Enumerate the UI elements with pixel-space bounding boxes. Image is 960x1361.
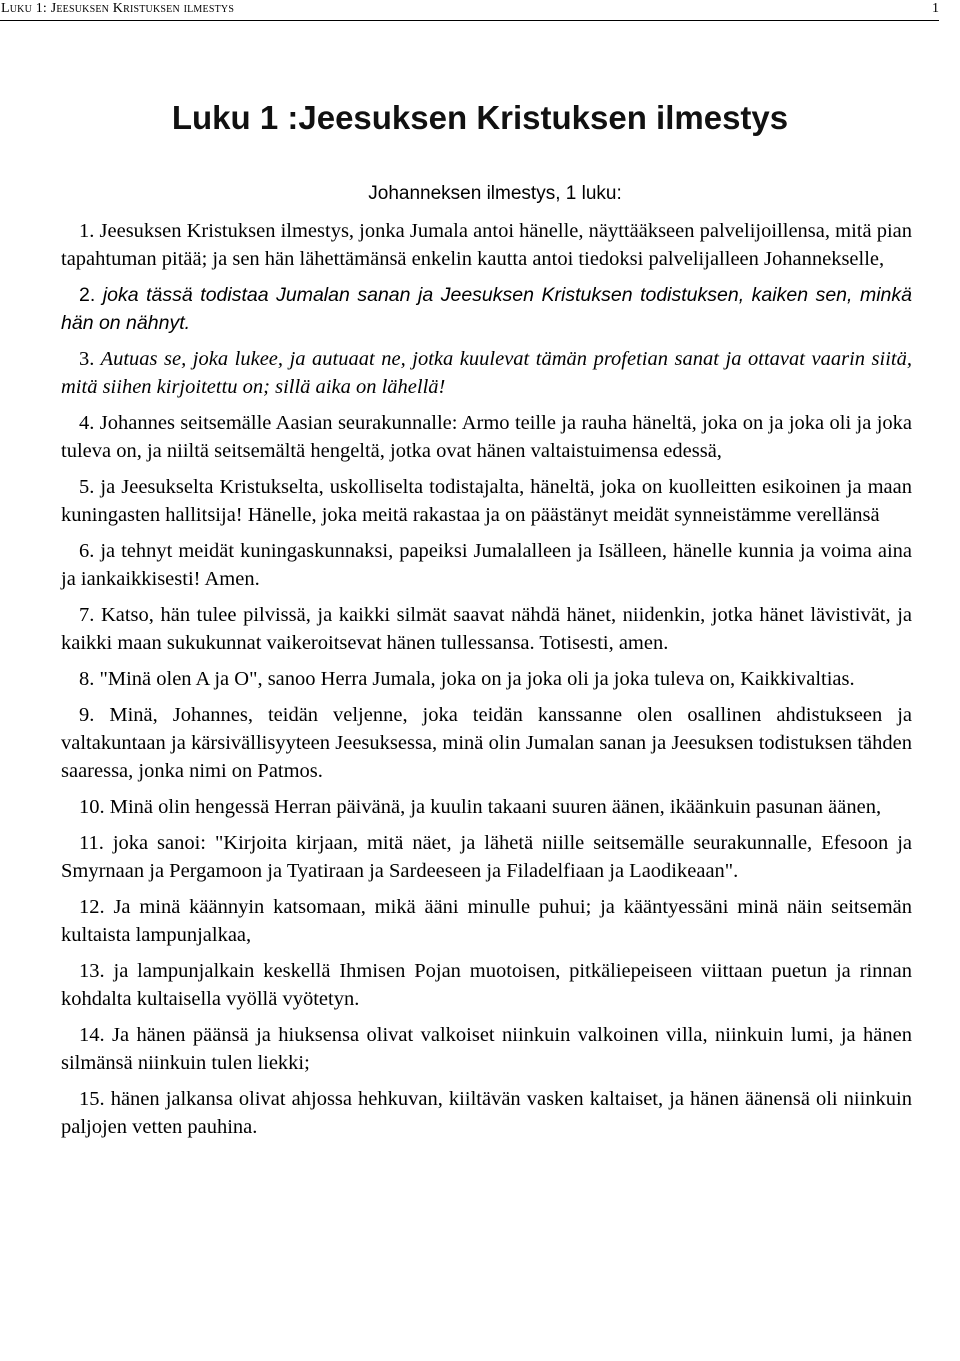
verse-text: ja lampunjalkain keskellä Ihmisen Pojan muotoisen, pitkäliepeiseen viittaan puetun ja rinnan kohdalta kultaisella vyöllä vyötetyn. (61, 960, 913, 1010)
verse-number: 13. (79, 960, 105, 982)
verse-text: ja tehnyt meidät kuningaskunnaksi, papeiksi Jumalalleen ja Isälleen, hänelle kunnia ja voima aina ja iankaikkisesti! Amen. (61, 540, 912, 590)
chapter-subtitle: Johanneksen ilmestys, 1 luku: (368, 183, 622, 204)
verse-12 (61, 893, 912, 949)
verse-text: Minä olin hengessä Herran päivänä, ja kuulin takaani suuren äänen, ikäänkuin pasunan äänen, (109, 796, 882, 818)
verse-14 (61, 1021, 912, 1077)
verse-9 (61, 701, 912, 785)
verse-3 (61, 345, 912, 401)
verse-4 (61, 409, 912, 465)
verse-15 (61, 1085, 912, 1141)
verse-6 (61, 537, 912, 593)
verse-8 (61, 665, 912, 693)
verse-number: 14. (79, 1024, 105, 1046)
verse-number: 9. (79, 704, 95, 726)
verse-number: 5. (79, 476, 95, 498)
verse-text: joka sanoi: "Kirjoita kirjaan, mitä näet, ja lähetä niille seitsemälle seurakunnalle, Efesoon ja Smyrnaan ja Pergamoon ja Tyatiraan ja Sardeeseen ja Filadelfiaan ja Laodikeaan". (61, 832, 913, 882)
chapter-title: Luku 1 :Jeesuksen Kristuksen ilmestys (171, 99, 789, 136)
verse-5 (61, 473, 912, 529)
verse-number: 1. (79, 220, 95, 242)
verse-11 (61, 829, 912, 885)
verse-number: 4. (79, 412, 95, 434)
page-number: 1 (932, 1, 939, 16)
verse-text: Ja hänen päänsä ja hiuksensa olivat valkoiset niinkuin valkoinen villa, niinkuin lumi, ja hänen silmänsä niinkuin tulen liekki; (61, 1024, 913, 1074)
verse-list (61, 217, 912, 1141)
verse-13 (61, 957, 912, 1013)
verse-text: joka tässä todistaa Jumalan sanan ja Jeesuksen Kristuksen todistuksen, kaiken sen, minkä hän on nähnyt. (61, 284, 912, 334)
running-header (0, 0, 939, 21)
verse-text: Johannes seitsemälle Aasian seurakunnalle: Armo teille ja rauha häneltä, joka on ja joka oli ja joka tuleva on, ja niiltä seitsemältä hengeltä, jotka ovat hänen valtaistuimensa edessä, (61, 412, 913, 462)
verse-2 (61, 281, 912, 337)
verse-text: Ja minä käännyin katsomaan, mikä ääni minulle puhui; ja kääntyessäni minä näin seitsemän kultaista lampunjalkaa, (61, 896, 912, 946)
verse-number: 6. (79, 540, 95, 562)
verse-text: ja Jeesukselta Kristukselta, uskolliselta todistajalta, häneltä, joka on kuolleitten esikoinen ja maan kuningasten hallitsija! Hänelle, joka meitä rakastaa ja on päästänyt meidät synneistämme verellänsä (61, 476, 913, 526)
verse-number: 2. (79, 284, 96, 306)
verse-text: Minä, Johannes, teidän veljenne, joka teidän kanssanne olen osallinen ahdistukseen ja valtakuntaan ja kärsivällisyyteen Jeesuksessa, minä olin Jumalan sanan ja Jeesuksen todistuksen tähden saaressa, jonka nimi on Patmos. (61, 704, 912, 782)
verse-1 (61, 217, 912, 273)
verse-number: 11. (79, 832, 104, 854)
verse-number: 3. (79, 348, 95, 370)
verse-10 (61, 793, 912, 821)
verse-text: Autuas se, joka lukee, ja autuaat ne, jotka kuulevat tämän profetian sanat ja ottavat vaarin siitä, mitä siihen kirjoitettu on; sillä aika on lähellä! (61, 348, 912, 398)
verse-text: Jeesuksen Kristuksen ilmestys, jonka Jumala antoi hänelle, näyttääkseen palvelijoillensa, mitä pian tapahtuman pitää; ja sen hän lähettämänsä enkelin kautta antoi tiedoksi palvelijalleen Johannekselle, (61, 220, 912, 270)
verse-text: Katso, hän tulee pilvissä, ja kaikki silmät saavat nähdä hänet, niidenkin, jotka hänet lävistivät, ja kaikki maan sukukunnat vaikeroitsevat hänen tullessansa. Totisesti, amen. (61, 604, 912, 654)
verse-number: 12. (79, 896, 105, 918)
verse-text: "Minä olen A ja O", sanoo Herra Jumala, joka on ja joka oli ja joka tuleva on, Kaikkivaltias. (99, 668, 855, 690)
verse-number: 7. (79, 604, 95, 626)
verse-number: 10. (79, 796, 105, 818)
verse-number: 15. (79, 1088, 105, 1110)
verse-7 (61, 601, 912, 657)
verse-number: 8. (79, 668, 95, 690)
running-header-title: Luku 1: Jeesuksen Kristuksen ilmestys (1, 1, 235, 16)
verse-text: hänen jalkansa olivat ahjossa hehkuvan, kiiltävän vasken kaltaiset, ja hänen äänensä oli niinkuin paljojen vetten pauhina. (61, 1088, 913, 1138)
